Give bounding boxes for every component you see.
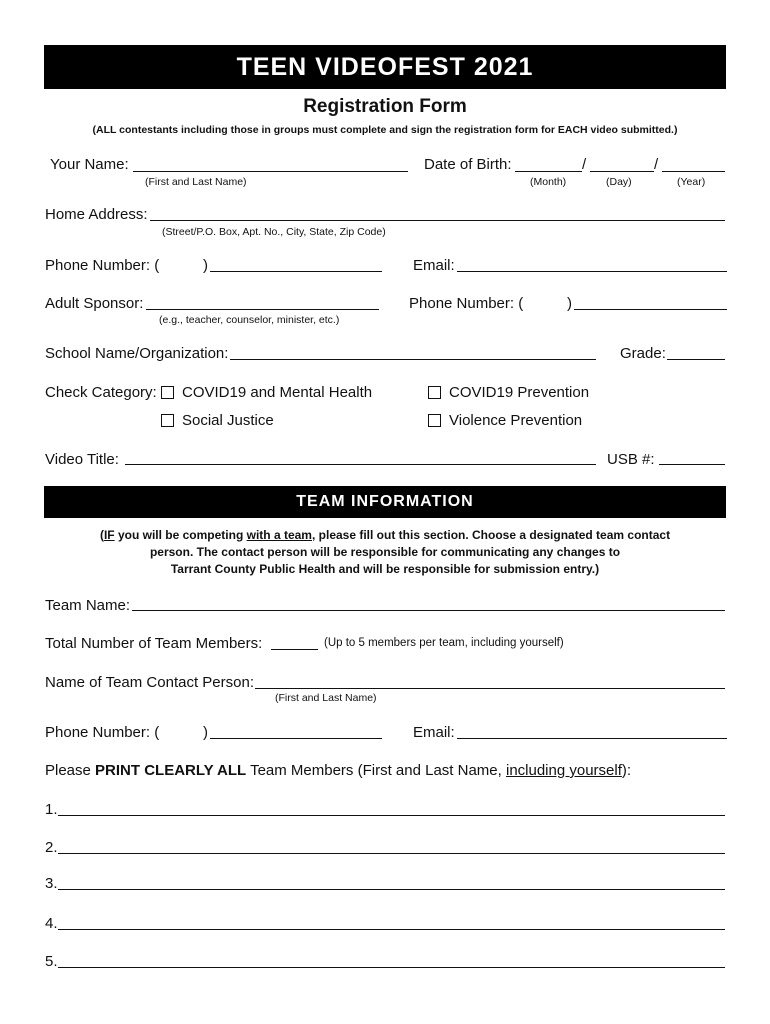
member-number: 5. [45,953,58,970]
member-number: 4. [45,915,58,932]
member-field[interactable] [58,889,725,890]
grade-field[interactable] [667,359,725,360]
sponsor-phone-label-close: ) [567,295,572,312]
form-instruction: (ALL contestants including those in groups must complete and sign the registration form for EACH video submitted.) [92,124,678,136]
your-name-label: Your Name: [50,156,129,173]
sponsor-phone-field[interactable] [574,309,727,310]
video-title-field[interactable] [125,464,596,465]
home-address-hint: (Street/P.O. Box, Apt. No., City, State, Zip Code) [162,226,386,238]
video-title-label: Video Title: [45,451,119,468]
team-name-field[interactable] [132,610,725,611]
form-subtitle: Registration Form [303,96,467,117]
team-email-field[interactable] [457,738,727,739]
home-address-field[interactable] [150,220,725,221]
team-name-label: Team Name: [45,597,131,614]
member-number: 3. [45,875,58,892]
team-banner [44,486,726,518]
team-note: (IF you will be competing with a team, please fill out this section. Choose a designated team contact person. The contact person will be responsible for communicating any changes to Tarrant County Public Health and will be responsible for submission entry.) [99,528,671,576]
dob-year-hint: (Year) [677,176,706,188]
member-field[interactable] [58,967,725,968]
team-phone-field[interactable] [210,738,382,739]
adult-sponsor-hint: (e.g., teacher, counselor, minister, etc.) [159,314,340,326]
home-address-label: Home Address: [45,206,148,223]
dob-separator: / [654,156,659,173]
dob-month-field[interactable] [515,171,582,172]
dob-label: Date of Birth: [424,156,512,173]
member-field[interactable] [58,929,725,930]
phone-label-close: ) [203,257,208,274]
total-members-field[interactable] [271,649,318,650]
adult-sponsor-label: Adult Sponsor: [45,295,144,312]
grade-label: Grade: [620,345,666,362]
member-number: 2. [45,839,58,856]
email-field[interactable] [457,271,727,272]
team-phone-label: Phone Number: ( [45,724,160,741]
email-label: Email: [413,257,455,274]
team-heading: TEAM INFORMATION [296,493,474,510]
your-name-hint: (First and Last Name) [145,176,247,188]
dob-year-field[interactable] [662,171,725,172]
member-number: 1. [45,801,58,818]
check-category-label: Check Category: [45,384,157,401]
dob-separator: / [582,156,587,173]
team-phone-label-close: ) [203,724,208,741]
category-label: Violence Prevention [449,412,583,429]
usb-field[interactable] [659,464,725,465]
adult-sponsor-field[interactable] [146,309,379,310]
contact-person-field[interactable] [255,688,725,689]
usb-label: USB #: [607,451,655,468]
dob-month-hint: (Month) [530,176,567,188]
total-members-hint: (Up to 5 members per team, including yourself) [324,637,564,649]
dob-day-hint: (Day) [606,176,632,188]
page-title: TEEN VIDEOFEST 2021 [236,52,534,81]
category-checkbox[interactable] [428,386,441,399]
member-field[interactable] [58,815,725,816]
contact-person-hint: (First and Last Name) [275,692,377,704]
total-members-label: Total Number of Team Members: [45,635,263,652]
title-banner [44,45,726,89]
phone-field[interactable] [210,271,382,272]
school-field[interactable] [230,359,596,360]
your-name-field[interactable] [133,171,408,172]
sponsor-phone-label: Phone Number: ( [409,295,524,312]
category-checkbox[interactable] [428,414,441,427]
contact-person-label: Name of Team Contact Person: [45,674,254,691]
team-email-label: Email: [413,724,455,741]
print-instruction: Please PRINT CLEARLY ALL Team Members (First and Last Name, including yourself): [45,762,632,779]
school-label: School Name/Organization: [45,345,229,362]
category-checkbox[interactable] [161,386,174,399]
member-field[interactable] [58,853,725,854]
category-label: COVID19 and Mental Health [182,384,373,401]
category-label: COVID19 Prevention [449,384,590,401]
phone-label: Phone Number: ( [45,257,160,274]
dob-day-field[interactable] [590,171,654,172]
category-checkbox[interactable] [161,414,174,427]
category-label: Social Justice [182,412,274,429]
